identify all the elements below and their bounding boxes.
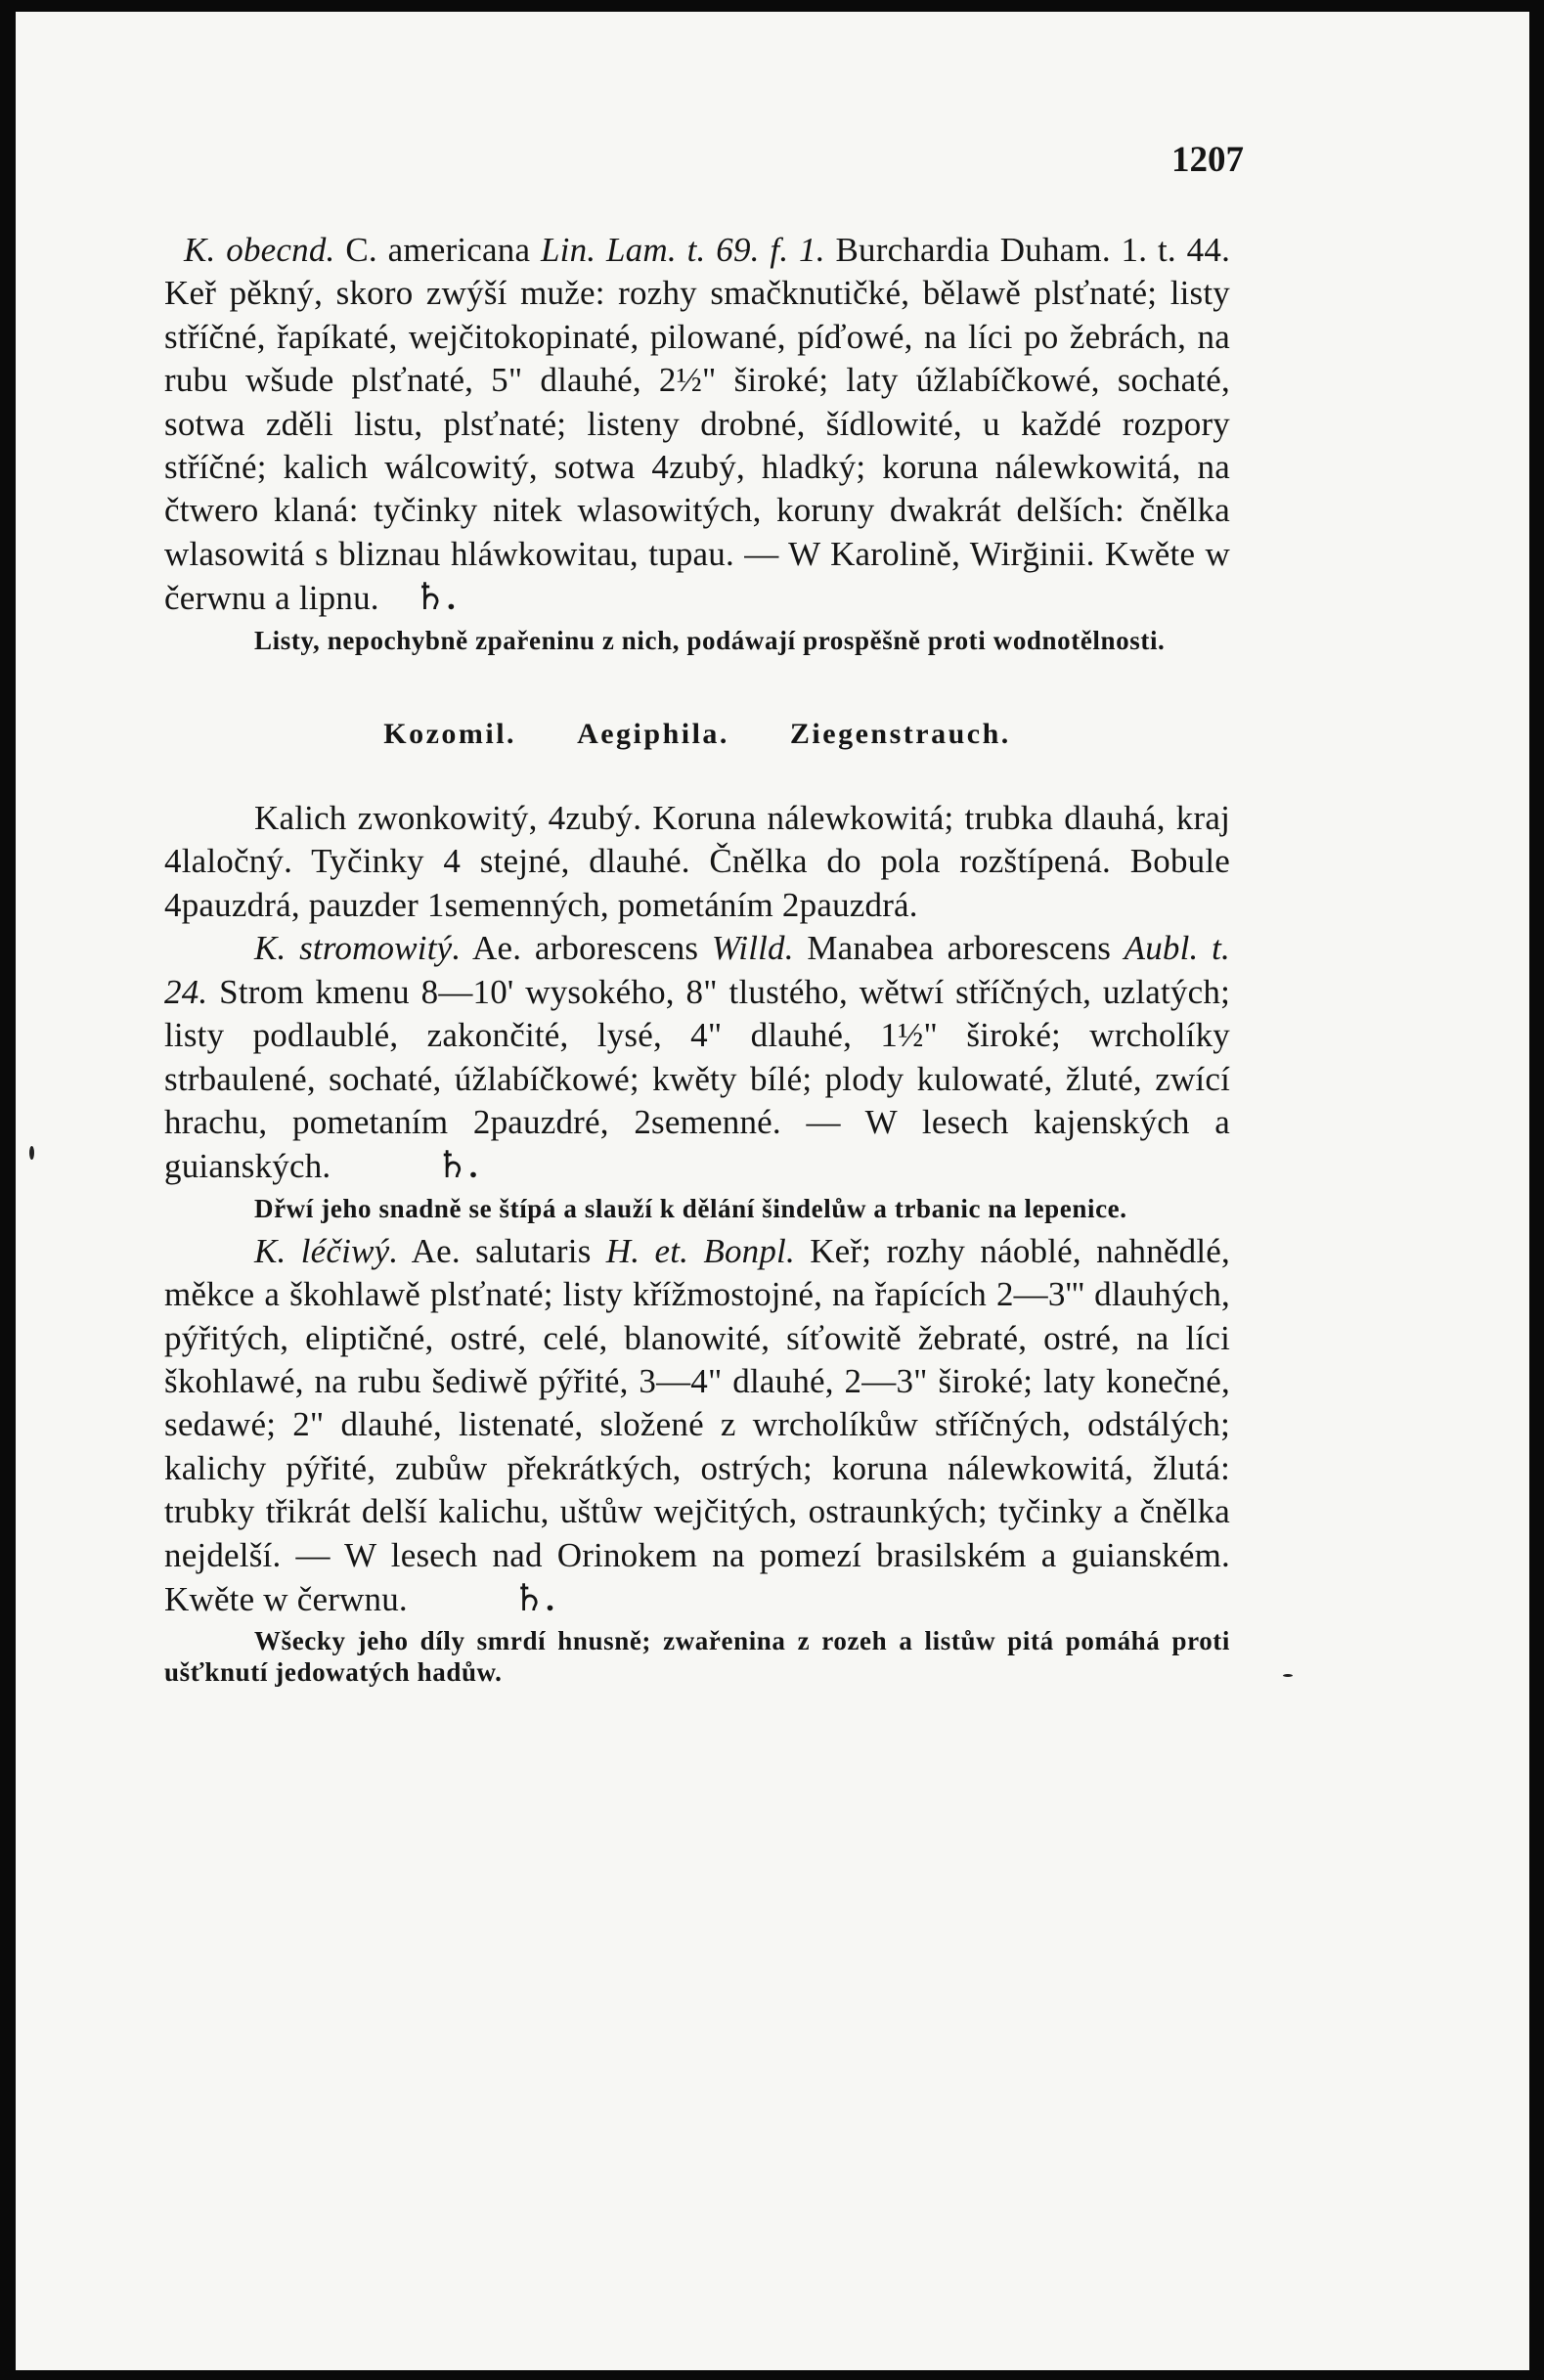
book-page xyxy=(16,12,1529,2370)
species-description: Strom kmenu 8—10' wysokého, 8" tlustého, wětwí stříčných, uzlatých; listy podlaublé, zakončité, lysé, 4" dlauhé, 1½" široké; wrcholíky strbaulené, sochaté, úžlabíčkowé; kwěty bílé; plody kulowaté, žluté, zwící hrachu, pometaním 2pauzdré, 2semenné. — W lesech kajenských a guianských. xyxy=(164,972,1230,1186)
species-authors: H. et. Bonpl. xyxy=(605,1231,795,1270)
species-note: Listy, nepochybně zpařeninu z nich, podáwají prospěšně proti wodnotělnosti. xyxy=(254,625,1166,655)
species-entry-arborescens xyxy=(164,927,1230,1188)
species-entry-salutaris xyxy=(164,1230,1230,1622)
genus-name-german: Ziegenstrauch. xyxy=(789,717,1011,750)
shrub-symbol-icon: ♄ xyxy=(413,577,447,619)
species-entry-burchardia xyxy=(164,229,1230,621)
species-name-latin: Ae. arborescens xyxy=(472,929,699,968)
species-name-latin: Ae. salutaris xyxy=(411,1231,592,1270)
species-name-latin: C. americana xyxy=(345,231,531,269)
genus-description: Kalich zwonkowitý, 4zubý. Koruna nálewkowitá; trubka dlauhá, kraj 4laločný. Tyčinky 4 stejné, dlauhé. Čnělka do pola rozštípená. Bobule 4pauzdrá, pauzder 1semenných, pometáním 2pauzdrá. xyxy=(164,799,1230,924)
species-note: Wšecky jeho díly smrdí hnusně; zwařenina z rozeh a listůw pitá pomáhá proti ušťknutí jedowatých hadůw. xyxy=(164,1626,1230,1688)
genus-heading xyxy=(164,713,1230,756)
genus-name-czech: Kozomil. xyxy=(383,717,517,750)
symbol-period: . xyxy=(446,579,456,618)
species-authors: Lin. Lam. t. 69. f. 1. xyxy=(540,231,825,269)
shrub-symbol-icon: ♄ xyxy=(511,1577,547,1619)
species-synonym: Burchardia Duham. 1. t. 44. xyxy=(835,231,1231,269)
species-name-czech: K. stromowitý. xyxy=(254,929,462,968)
species-name-czech: K. léčiwý. xyxy=(254,1231,399,1270)
page-text xyxy=(164,229,1230,1688)
species-description: Keř; rozhy náoblé, nahnědlé, měkce a škohlawě plsťnaté; listy křížmostojné, na řapících 2—3''' dlauhých, pýřitých, eliptičné, ostré, celé, blanowité, síťowitě žebraté, ostré, na líci škohlawé, na rubu šediwě pýřité, 3—4" dlauhé, 2—3" široké; laty konečné, sedawé; 2" dlauhé, listenaté, složené z wrcholíkůw stříčných, odstálých; kalichy pýřité, zubůw překrátkých, ostrých; koruna nálewkowitá, žlutá: trubky třikrát delší kalichu, uštůw wejčitých, ostraunkých; tyčinky a čnělka nejdelší. — W lesech nad Orinokem na pomezí brasilském a guianském. Kwěte w čerwnu. xyxy=(164,1231,1230,1618)
species-authors: Willd. xyxy=(711,929,794,968)
ink-fleck xyxy=(29,1146,34,1160)
species-description: Keř pěkný, skoro zwýší muže: rozhy smačknutičké, bělawě plsťnaté; listy stříčné, řapíkaté, wejčitokopinaté, pilowané, píďowé, na líci po žebrách, na rubu wšude plsťnaté, 5" dlauhé, 2½" široké; laty úžlabíčkowé, sochaté, sotwa zděli listu, plsťnaté; listeny drobné, šídlowité, u každé rozpory stříčné; kalich wálcowitý, sotwa 4zubý, hladký; koruna nálewkowitá, na čtwero klaná: tyčinky nitek wlasowitých, koruny dwakrát delších: čnělka wlasowitá s bliznau hláwkowitau, tupau. — W Karolině, Wirğinii. Kwěte w čerwnu a lipnu. xyxy=(164,274,1230,618)
species-synonym-authors: Aubl. t. 24. xyxy=(164,929,1230,1011)
page-number: 1207 xyxy=(1171,140,1244,180)
species-name-czech: K. obecnd. xyxy=(184,231,335,269)
species-note: Dřwí jeho snadně se štípá a slauží k dělání šindelůw a trbanic na lepenice. xyxy=(254,1193,1127,1223)
genus-name-latin: Aegiphila. xyxy=(577,717,729,750)
ink-fleck xyxy=(1283,1674,1293,1677)
symbol-period: . xyxy=(546,1579,555,1618)
tree-symbol-icon: ♄ xyxy=(435,1145,469,1187)
symbol-period: . xyxy=(468,1147,478,1186)
species-synonym: Manabea arborescens xyxy=(807,929,1112,968)
